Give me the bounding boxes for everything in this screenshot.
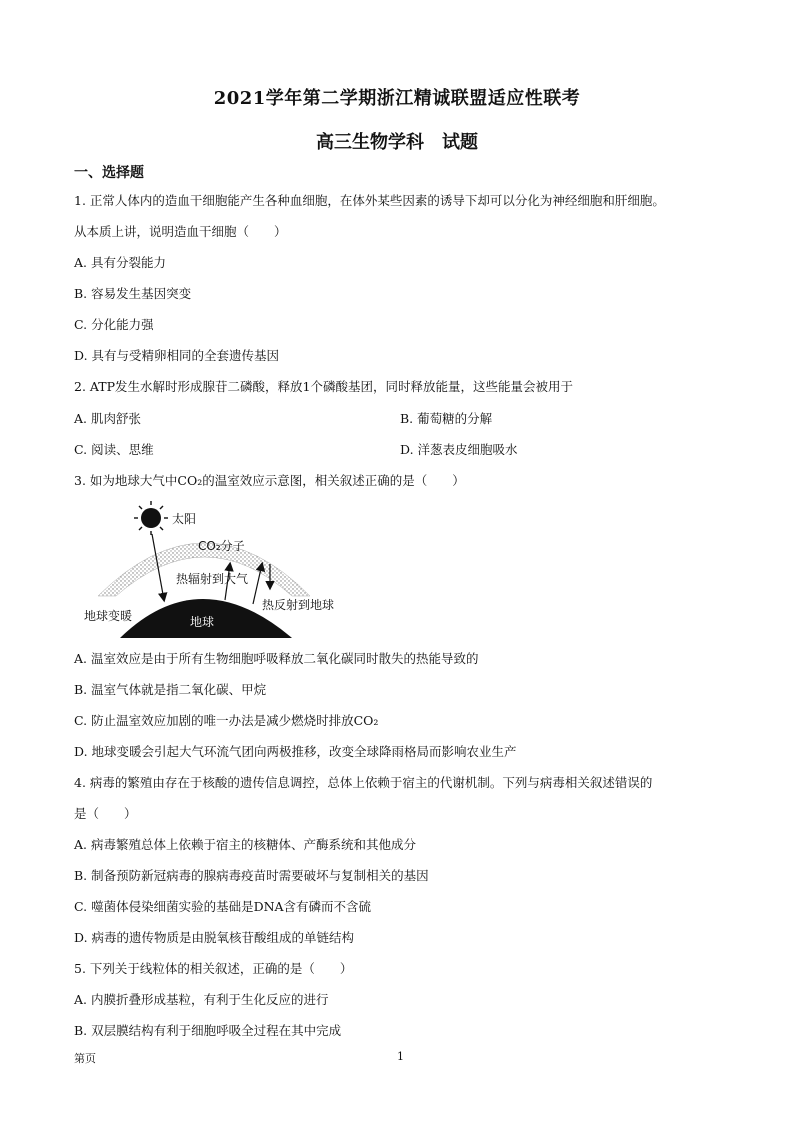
q2-stem: 2. ATP发生水解时形成腺苷二磷酸，释放1个磷酸基团，同时释放能量，这些能量会被用于	[74, 379, 573, 394]
q5-stem: 5. 下列关于线粒体的相关叙述，正确的是（ ）	[74, 961, 353, 976]
label-heat-radiation: 热辐射到大气	[176, 572, 249, 586]
label-heat-reflect: 热反射到地球	[262, 598, 335, 612]
q1-option-b: B. 容易发生基因突变	[74, 286, 192, 301]
q4-stem-line-2: 是（ ）	[74, 806, 137, 821]
page-number: 1	[397, 1050, 404, 1063]
label-earth: 地球	[190, 615, 215, 629]
q3-option-c: C. 防止温室效应加剧的唯一办法是减少燃烧时排放CO₂	[74, 713, 379, 728]
q3-option-a: A. 温室效应是由于所有生物细胞呼吸释放二氧化碳同时散失的热能导致的	[74, 651, 479, 666]
q2-option-d: D. 洋葱表皮细胞吸水	[400, 442, 518, 457]
q1-stem-line-2: 从本质上讲，说明造血干细胞（ ）	[74, 224, 287, 239]
q2-option-c: C. 阅读、思维	[74, 442, 154, 457]
sun-icon	[134, 501, 168, 535]
q1-stem-line-1: 1. 正常人体内的造血干细胞能产生各种血细胞，在体外某些因素的诱导下却可以分化为神经细胞和肝细胞。	[74, 193, 665, 208]
q1-option-a: A. 具有分裂能力	[74, 255, 166, 270]
greenhouse-effect-figure	[80, 500, 360, 640]
q3-option-b: B. 温室气体就是指二氧化碳、甲烷	[74, 682, 267, 697]
q1-option-c: C. 分化能力强	[74, 317, 154, 332]
label-sun: 太阳	[172, 512, 197, 526]
q4-option-a: A. 病毒繁殖总体上依赖于宿主的核糖体、产酶系统和其他成分	[74, 837, 416, 852]
q5-option-b: B. 双层膜结构有利于细胞呼吸全过程在其中完成	[74, 1023, 342, 1038]
label-co2: CO₂分子	[198, 539, 245, 553]
paper-type-label: 试题	[442, 132, 478, 153]
q4-option-d: D. 病毒的遗传物质是由脱氧核苷酸组成的单链结构	[74, 930, 355, 945]
footer-left: 第页	[74, 1052, 96, 1065]
q3-option-d: D. 地球变暖会引起大气环流气团向两极推移，改变全球降雨格局而影响农业生产	[74, 744, 517, 759]
label-warming: 地球变暖	[84, 609, 133, 623]
section-title: 一、选择题	[74, 165, 144, 181]
q5-option-a: A. 内膜折叠形成基粒，有利于生化反应的进行	[74, 992, 329, 1007]
q4-option-c: C. 噬菌体侵染细菌实验的基础是DNA含有磷而不含硫	[74, 899, 372, 914]
q2-option-a: A. 肌肉舒张	[74, 411, 141, 426]
q3-stem: 3. 如为地球大气中CO₂的温室效应示意图，相关叙述正确的是（ ）	[74, 473, 465, 488]
q4-option-b: B. 制备预防新冠病毒的腺病毒疫苗时需要破坏与复制相关的基因	[74, 868, 429, 883]
exam-subtitle	[0, 128, 794, 154]
exam-title: 2021学年第二学期浙江精诚联盟适应性联考	[213, 88, 581, 109]
q2-option-b: B. 葡萄糖的分解	[400, 411, 493, 426]
q4-stem-line-1: 4. 病毒的繁殖由存在于核酸的遗传信息调控，总体上依赖于宿主的代谢机制。下列与病毒相关叙述错误的	[74, 775, 653, 790]
subject-label: 高三生物学科	[316, 132, 424, 153]
q1-option-d: D. 具有与受精卵相同的全套遗传基因	[74, 348, 280, 363]
